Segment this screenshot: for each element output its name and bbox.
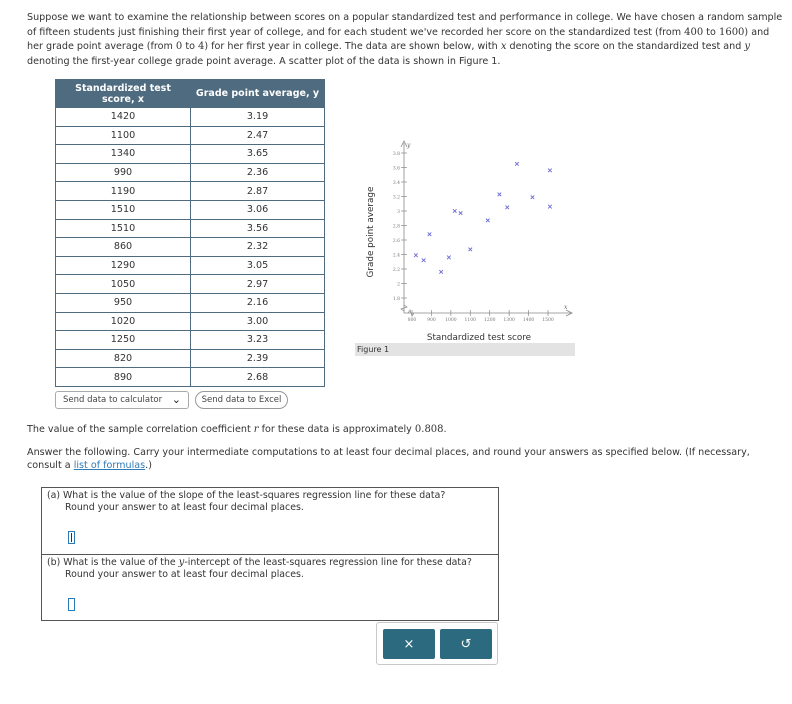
cell-test-score: 1250 bbox=[56, 331, 191, 350]
x-tick-label: 1200 bbox=[483, 318, 496, 323]
data-point bbox=[459, 211, 463, 215]
cell-test-score: 990 bbox=[56, 163, 191, 182]
table-row bbox=[56, 331, 325, 350]
send-to-excel-button[interactable]: Send data to Excel bbox=[195, 391, 288, 409]
y-axis-letter: y bbox=[407, 142, 411, 149]
y-tick-label: 2.4 bbox=[392, 253, 400, 259]
x-tick-label: 1500 bbox=[542, 318, 554, 323]
x-tick-label: 1000 bbox=[445, 318, 457, 323]
data-point bbox=[453, 209, 457, 213]
cell-test-score: 1510 bbox=[56, 200, 191, 219]
table-row bbox=[56, 368, 325, 387]
x-tick-label: 1100 bbox=[464, 318, 477, 323]
cell-test-score: 860 bbox=[56, 238, 191, 257]
cell-gpa: 3.23 bbox=[191, 331, 325, 350]
cell-test-score: 890 bbox=[56, 368, 191, 387]
cell-gpa: 2.32 bbox=[191, 238, 325, 257]
table-row bbox=[56, 200, 325, 219]
data-point bbox=[498, 193, 502, 197]
data-point bbox=[428, 232, 432, 236]
cell-gpa: 3.19 bbox=[191, 108, 325, 127]
figure-caption: Figure 1 bbox=[355, 343, 575, 356]
header-gpa: Grade point average, y bbox=[191, 80, 325, 108]
data-point bbox=[548, 169, 552, 173]
cell-test-score: 1340 bbox=[56, 145, 191, 164]
close-icon: × bbox=[403, 636, 415, 652]
x-tick-label: 800 bbox=[407, 318, 417, 323]
clear-button[interactable] bbox=[383, 629, 435, 659]
cell-gpa: 2.97 bbox=[191, 275, 325, 294]
cell-gpa: 2.16 bbox=[191, 293, 325, 312]
y-tick-label: 2.6 bbox=[392, 238, 400, 244]
table-row bbox=[56, 219, 325, 238]
cell-test-score: 1190 bbox=[56, 182, 191, 201]
y-axis-label: Grade point average bbox=[366, 186, 376, 278]
undo-icon: ↺ bbox=[460, 636, 472, 652]
table-row bbox=[56, 256, 325, 275]
data-point bbox=[531, 195, 535, 199]
list-of-formulas-link[interactable]: list of formulas bbox=[73, 459, 146, 471]
data-point bbox=[505, 206, 509, 210]
question-a: (a) What is the value of the slope of the least-squares regression line for these data? Round your answer to at least four decimal places. bbox=[41, 487, 499, 555]
cell-gpa: 3.05 bbox=[191, 256, 325, 275]
table-row bbox=[56, 293, 325, 312]
send-to-calculator-dropdown[interactable]: Send data to calculator ⌄ bbox=[55, 391, 189, 409]
cell-test-score: 820 bbox=[56, 349, 191, 368]
table-row bbox=[56, 145, 325, 164]
slope-answer-input[interactable] bbox=[68, 531, 75, 544]
cell-gpa: 3.56 bbox=[191, 219, 325, 238]
cell-test-score: 1020 bbox=[56, 312, 191, 331]
cell-gpa: 2.87 bbox=[191, 182, 325, 201]
cell-gpa: 2.47 bbox=[191, 126, 325, 145]
question-b: (b) What is the value of the y-intercept of the least-squares regression line for these data? Round your answer to at least four decimal places. bbox=[41, 554, 499, 621]
x-axis-letter: x bbox=[564, 304, 568, 311]
reset-button[interactable] bbox=[440, 629, 492, 659]
chevron-down-icon: ⌄ bbox=[171, 393, 181, 406]
y-tick-label: 3 bbox=[397, 209, 400, 215]
y-tick-label: 3.6 bbox=[392, 166, 400, 172]
cell-gpa: 3.00 bbox=[191, 312, 325, 331]
table-row bbox=[56, 275, 325, 294]
cell-gpa: 2.68 bbox=[191, 368, 325, 387]
data-point bbox=[447, 256, 451, 260]
table-row bbox=[56, 126, 325, 145]
y-tick-label: 2.8 bbox=[392, 224, 400, 230]
x-axis-label: Standardized test score bbox=[426, 333, 532, 343]
cell-gpa: 3.06 bbox=[191, 200, 325, 219]
cell-gpa: 2.36 bbox=[191, 163, 325, 182]
data-table bbox=[55, 79, 325, 387]
x-tick-label: 900 bbox=[427, 318, 436, 323]
correlation-statement: The value of the sample correlation coefficient r for these data is approximately 0.808. bbox=[27, 424, 447, 435]
table-row bbox=[56, 182, 325, 201]
instructions: Answer the following. Carry your intermediate computations to at least four decimal places, and round your answers as specified below. (If necessary, consult a list of formulas.) bbox=[27, 447, 750, 471]
table-row bbox=[56, 108, 325, 127]
x-tick-label: 1300 bbox=[503, 318, 515, 323]
table-row bbox=[56, 238, 325, 257]
cell-test-score: 950 bbox=[56, 293, 191, 312]
table-row bbox=[56, 349, 325, 368]
data-point bbox=[422, 259, 426, 263]
x-tick-label: 1400 bbox=[522, 318, 535, 323]
header-test-score: Standardized test score, x bbox=[56, 80, 191, 108]
cell-test-score: 1050 bbox=[56, 275, 191, 294]
cell-test-score: 1290 bbox=[56, 256, 191, 275]
data-point bbox=[439, 270, 443, 274]
data-point bbox=[515, 162, 519, 166]
cell-gpa: 3.65 bbox=[191, 145, 325, 164]
cell-test-score: 1420 bbox=[56, 108, 191, 127]
y-tick-label: 1.8 bbox=[392, 296, 400, 302]
y-tick-label: 2 bbox=[397, 282, 400, 288]
data-point bbox=[468, 248, 472, 252]
scatter-plot bbox=[360, 135, 585, 347]
table-row bbox=[56, 312, 325, 331]
data-point bbox=[548, 205, 552, 209]
cell-gpa: 2.39 bbox=[191, 349, 325, 368]
problem-statement: Suppose we want to examine the relationship between scores on a popular standardized test and performance in college. We have chosen a random sample of fifteen students just finishing their first year of college, and for each student we've recorded her score on the standardized test (from 400 to 1600) and her grade point average (from 0 to 4) for her first year in college. The data are shown below, with x denoting the score on the standardized test and y denoting the first-year college grade point average. A scatter plot of the data is shown in Figure 1. bbox=[27, 12, 783, 67]
cell-test-score: 1100 bbox=[56, 126, 191, 145]
cell-test-score: 1510 bbox=[56, 219, 191, 238]
y-tick-label: 3.4 bbox=[392, 180, 400, 186]
y-tick-label: 2.2 bbox=[392, 267, 400, 273]
intercept-answer-input[interactable] bbox=[68, 598, 75, 611]
table-row bbox=[56, 163, 325, 182]
y-tick-label: 3.2 bbox=[392, 195, 400, 201]
y-tick-label: 3.8 bbox=[392, 151, 400, 157]
data-point bbox=[414, 253, 418, 257]
data-point bbox=[486, 219, 490, 223]
action-bar bbox=[376, 622, 498, 665]
